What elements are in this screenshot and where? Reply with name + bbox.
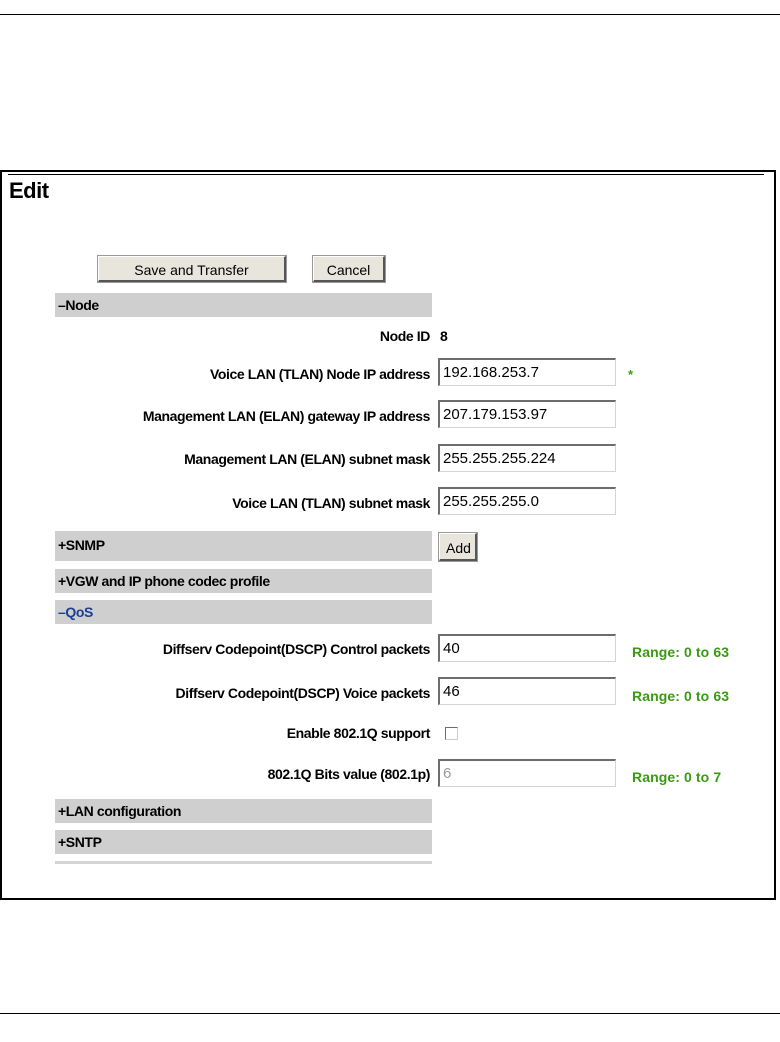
- dscp-control-label: Diffserv Codepoint(DSCP) Control packets: [162, 641, 430, 657]
- page-title: Edit: [9, 178, 49, 203]
- bits-value-label: 802.1Q Bits value (802.1p): [267, 766, 430, 782]
- enable-8021q-label: Enable 802.1Q support: [286, 725, 430, 741]
- tlan-mask-input[interactable]: [438, 487, 616, 515]
- bits-value-input[interactable]: [438, 759, 616, 787]
- required-asterisk: *: [628, 367, 634, 382]
- section-snmp-label: SNMP: [65, 537, 105, 553]
- node-id-label: Node ID: [379, 328, 430, 344]
- elan-gateway-input[interactable]: [438, 400, 616, 428]
- section-node-header[interactable]: [55, 293, 432, 317]
- elan-mask-label: Management LAN (ELAN) subnet mask: [184, 451, 430, 467]
- page-top-rule: [0, 14, 780, 15]
- snmp-add-button[interactable]: Add: [439, 533, 477, 561]
- section-list-end: [55, 861, 432, 864]
- tlan-ip-label: Voice LAN (TLAN) Node IP address: [209, 366, 430, 382]
- expand-icon: +: [58, 537, 66, 553]
- section-qos-label: QoS: [65, 604, 93, 620]
- section-vgw-header[interactable]: [55, 569, 432, 593]
- page-bottom-rule: [0, 1013, 780, 1014]
- dscp-voice-label: Diffserv Codepoint(DSCP) Voice packets: [175, 685, 430, 701]
- bits-value-range: Range: 0 to 7: [632, 769, 722, 785]
- save-and-transfer-button[interactable]: Save and Transfer: [98, 256, 286, 282]
- collapse-icon: –: [58, 604, 66, 620]
- enable-8021q-checkbox[interactable]: [445, 727, 458, 740]
- section-sntp-label: SNTP: [65, 834, 102, 850]
- dscp-control-input[interactable]: [438, 634, 616, 662]
- tlan-ip-input[interactable]: [438, 358, 616, 386]
- cancel-button[interactable]: Cancel: [313, 256, 385, 282]
- dscp-control-range: Range: 0 to 63: [632, 644, 730, 660]
- expand-icon: +: [58, 803, 66, 819]
- dscp-voice-range: Range: 0 to 63: [632, 688, 730, 704]
- elan-gateway-label: Management LAN (ELAN) gateway IP address: [142, 408, 430, 424]
- tlan-mask-label: Voice LAN (TLAN) subnet mask: [232, 495, 430, 511]
- expand-icon: +: [58, 573, 66, 589]
- section-sntp-header[interactable]: [55, 830, 432, 854]
- dscp-voice-input[interactable]: [438, 677, 616, 705]
- section-snmp-header[interactable]: [55, 531, 432, 561]
- elan-mask-input[interactable]: [438, 444, 616, 472]
- expand-icon: +: [58, 834, 66, 850]
- edit-panel-header-rule: [8, 174, 764, 175]
- section-vgw-label: VGW and IP phone codec profile: [65, 573, 270, 589]
- node-id-value: 8: [440, 328, 448, 344]
- section-lan-header[interactable]: [55, 799, 432, 823]
- section-lan-label: LAN configuration: [65, 803, 182, 819]
- section-node-label: Node: [65, 297, 99, 313]
- section-qos-header[interactable]: [55, 600, 432, 624]
- collapse-icon: –: [58, 297, 66, 313]
